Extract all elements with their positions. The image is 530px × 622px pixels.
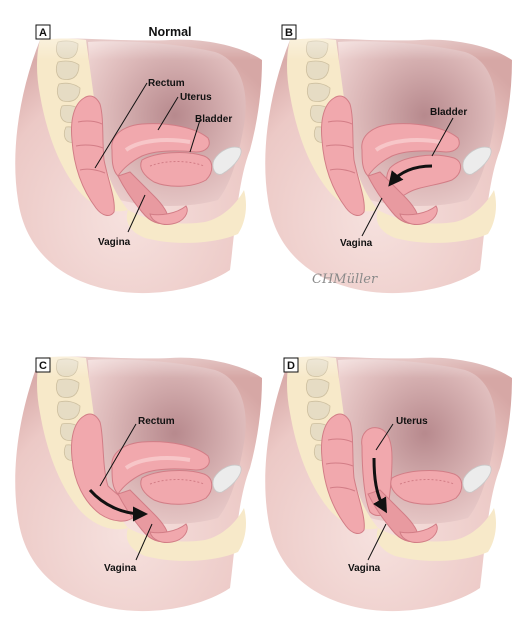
panel-c-letter: C [39,360,47,372]
panel-b [250,0,515,293]
panel-b-bladder-label: Bladder [430,107,468,118]
panel-a-rectum-label: Rectum [148,78,185,89]
panel-c-vagina-label: Vagina [104,563,137,574]
illustrator-signature: CHMüller [312,272,378,287]
panel-b-vagina-label: Vagina [340,238,373,249]
panel-b-letter: B [285,27,293,39]
panel-d-letter: D [287,360,295,372]
panel-c-rectum-label: Rectum [138,416,175,427]
panel-a-vagina-label: Vagina [98,237,131,248]
panel-a-title: Normal [148,25,192,39]
panel-a-bladder-label: Bladder [195,114,233,125]
panel-a-letter: A [39,27,47,39]
panel-d-uterus-label: Uterus [396,416,428,427]
panel-a-uterus-label: Uterus [180,92,212,103]
panel-d [250,318,515,611]
panel-c [0,318,265,611]
panel-d-vagina-label: Vagina [348,563,381,574]
panel-a [0,0,265,293]
